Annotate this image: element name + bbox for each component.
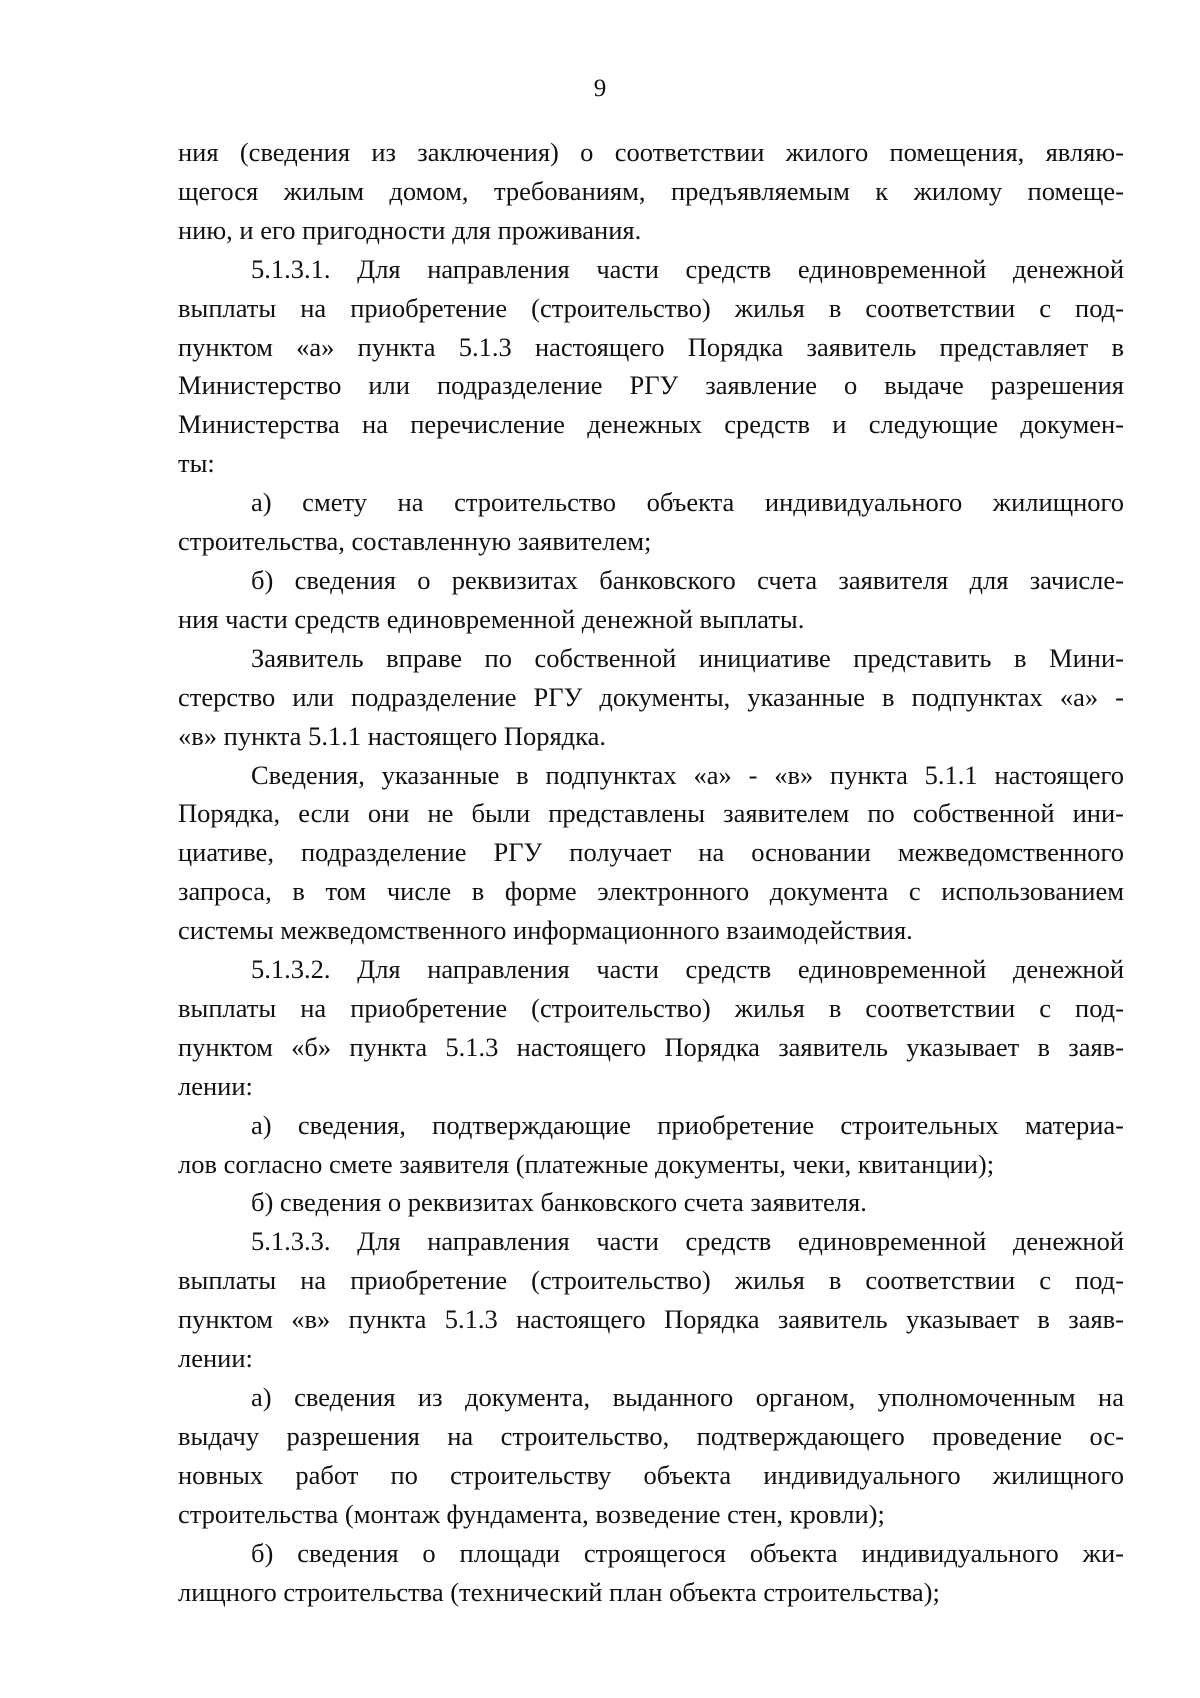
paragraph-continuation	[178, 133, 1124, 250]
paragraph-applicant-right	[178, 639, 1124, 756]
text-line: системы межведомственного информационного взаимодействия.	[178, 915, 913, 946]
paragraph-5-1-3-1	[178, 250, 1124, 483]
text-line: ния части средств единовременной денежной выплаты.	[178, 603, 805, 634]
text-line: строительства (монтаж фундамента, возведение стен, кровли);	[178, 1498, 885, 1529]
text-line: выплаты на приобретение (строительство) жилья в соответствии с под-	[178, 992, 1124, 1023]
text-line: лении:	[178, 1070, 253, 1101]
text-line: пунктом «а» пункта 5.1.3 настоящего Порядка заявитель представляет в	[178, 331, 1124, 362]
text-line: лов согласно смете заявителя (платежные документы, чеки, квитанции);	[178, 1148, 995, 1179]
document-body	[178, 133, 1124, 1611]
list-item-b	[178, 1534, 1124, 1612]
text-line: выплаты на приобретение (строительство) жилья в соответствии с под-	[178, 292, 1124, 323]
page-number: 9	[593, 75, 607, 102]
text-line: лищного строительства (технический план объекта строительства);	[178, 1576, 940, 1607]
text-line: «в» пункта 5.1.1 настоящего Порядка.	[178, 720, 606, 751]
text-line: ты:	[178, 448, 215, 479]
paragraph-5-1-3-2	[178, 950, 1124, 1106]
text-line: Заявитель вправе по собственной инициативе представить в Мини-	[251, 642, 1124, 673]
text-line: нию, и его пригодности для проживания.	[178, 214, 642, 245]
text-line: б) сведения о реквизитах банковского счета заявителя.	[251, 1187, 867, 1218]
list-item-a	[178, 1378, 1124, 1534]
text-line: новных работ по строительству объекта индивидуального жилищного	[178, 1459, 1124, 1490]
paragraph-interagency-request	[178, 756, 1124, 951]
text-line: выдачу разрешения на строительство, подтверждающего проведение ос-	[178, 1420, 1124, 1451]
text-line: стерство или подразделение РГУ документы, указанные в подпунктах «а» -	[178, 681, 1124, 712]
list-item-a	[178, 483, 1124, 561]
text-line: лении:	[178, 1343, 253, 1374]
text-line: пунктом «в» пункта 5.1.3 настоящего Порядка заявитель указывает в заяв-	[178, 1304, 1124, 1335]
text-line: Министерство или подразделение РГУ заявление о выдаче разрешения	[178, 370, 1124, 401]
text-line: б) сведения о площади строящегося объекта индивидуального жи-	[251, 1537, 1124, 1568]
text-line: а) смету на строительство объекта индивидуального жилищного	[251, 487, 1124, 518]
text-line: запроса, в том числе в форме электронного документа с использованием	[178, 876, 1124, 907]
text-line: а) сведения, подтверждающие приобретение строительных материа-	[251, 1109, 1124, 1140]
text-line: выплаты на приобретение (строительство) жилья в соответствии с под-	[178, 1265, 1124, 1296]
text-line: ния (сведения из заключения) о соответствии жилого помещения, являю-	[178, 137, 1124, 167]
text-line: строительства, составленную заявителем;	[178, 526, 652, 557]
text-line: а) сведения из документа, выданного органом, уполномоченным на	[251, 1382, 1124, 1412]
paragraph-5-1-3-3	[178, 1222, 1124, 1378]
text-line: циативе, подразделение РГУ получает на основании межведомственного	[178, 837, 1124, 868]
text-line: пунктом «б» пункта 5.1.3 настоящего Порядка заявитель указывает в заяв-	[178, 1031, 1124, 1062]
list-item-a	[178, 1106, 1124, 1184]
list-item-b	[178, 561, 1124, 639]
text-line: 5.1.3.1. Для направления части средств единовременной денежной	[251, 253, 1124, 284]
text-line: б) сведения о реквизитах банковского счета заявителя для зачисле-	[251, 564, 1124, 595]
text-line: 5.1.3.2. Для направления части средств единовременной денежной	[251, 954, 1124, 985]
text-line: 5.1.3.3. Для направления части средств единовременной денежной	[251, 1226, 1124, 1257]
text-line: Порядка, если они не были представлены заявителем по собственной ини-	[178, 798, 1124, 829]
text-line: Министерства на перечисление денежных средств и следующие докумен-	[178, 409, 1124, 440]
text-line: Сведения, указанные в подпунктах «а» - «в» пункта 5.1.1 настоящего	[251, 759, 1124, 790]
text-line: щегося жилым домом, требованиям, предъявляемым к жилому помеще-	[178, 175, 1124, 206]
list-item-b	[178, 1183, 1124, 1222]
